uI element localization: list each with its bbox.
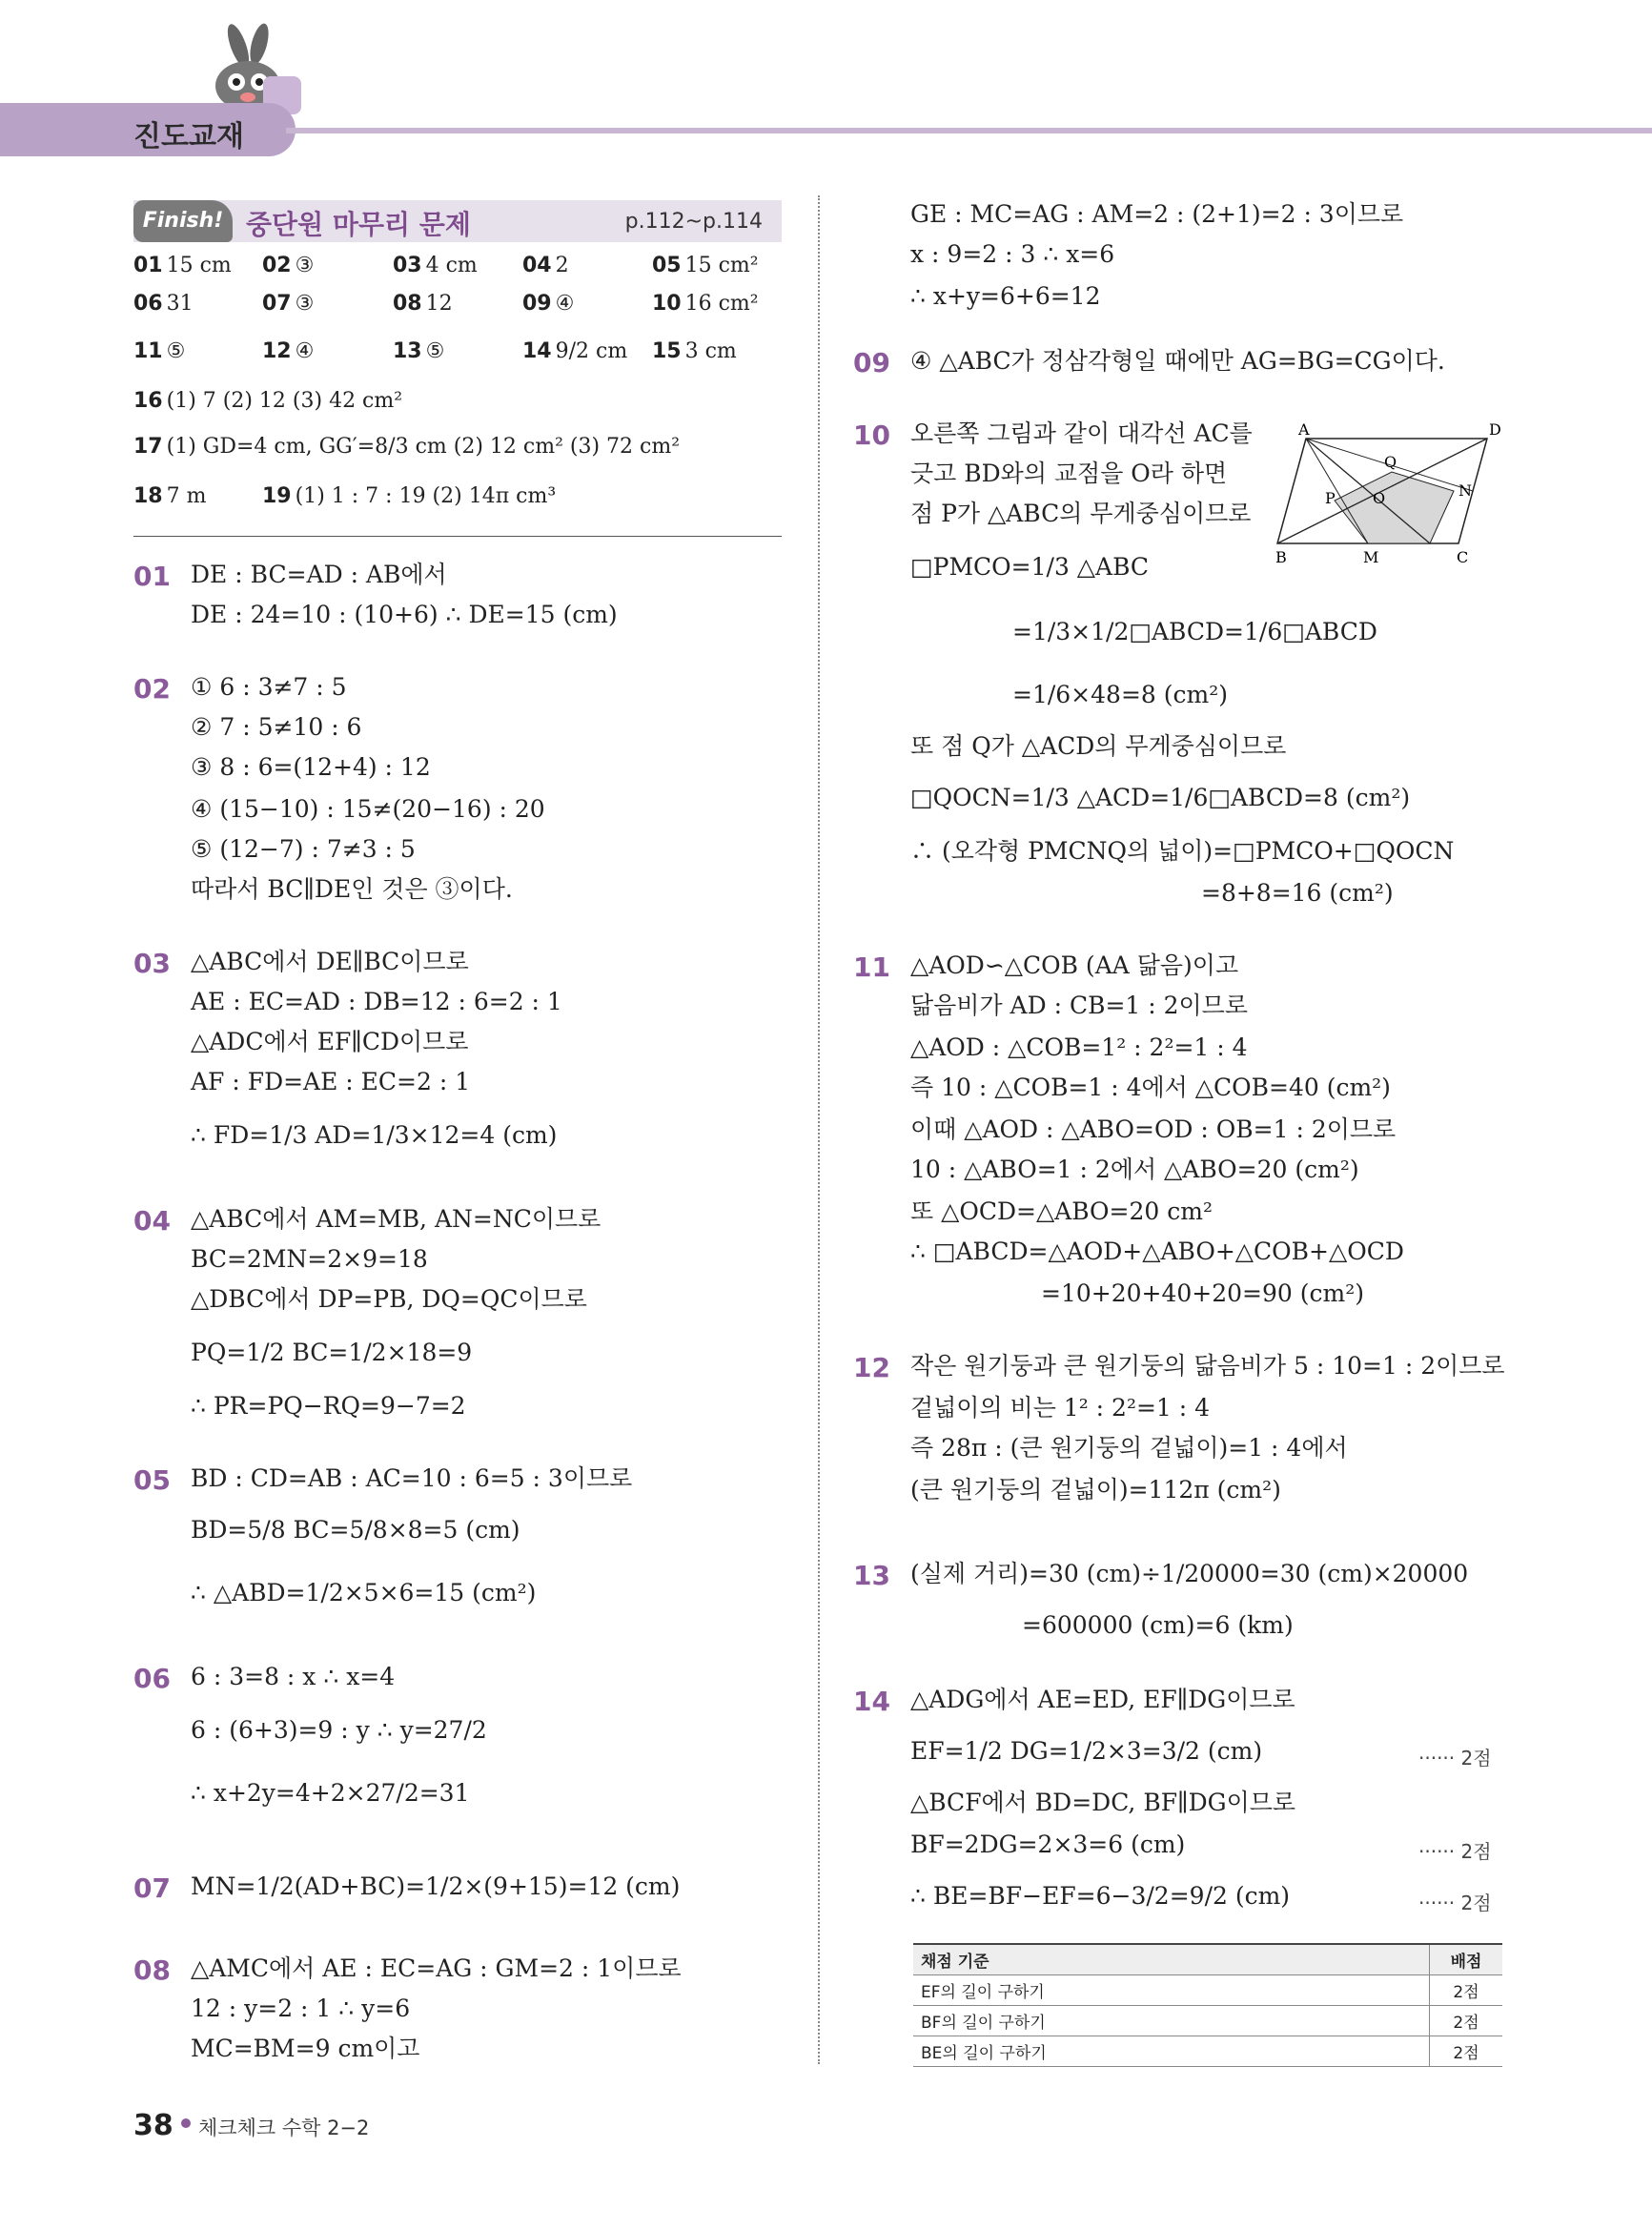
- answer-item: 13 ⑤: [393, 339, 445, 363]
- solution-line: GE : MC=AG : AM=2 : (2+1)=2 : 3이므로: [910, 200, 1404, 228]
- question-number: 09: [853, 347, 890, 378]
- table-cell: 2점: [1430, 2006, 1503, 2036]
- solution-line: 10 : △ABO=1 : 2에서 △ABO=20 (cm²): [910, 1156, 1359, 1183]
- figure-label: D: [1489, 420, 1501, 439]
- question-number: 11: [853, 951, 890, 983]
- section-label: 진도교재: [133, 120, 244, 153]
- question-number: 03: [133, 948, 171, 979]
- solution-line: △ADG에서 AE=ED, EF∥DG이므로: [910, 1686, 1295, 1713]
- answer-item: 08 12: [393, 292, 453, 316]
- solution-line: △ABC에서 DE∥BC이므로: [191, 948, 469, 975]
- question-number: 07: [133, 1872, 171, 1904]
- question-number: 05: [133, 1464, 171, 1496]
- table-row: [913, 2036, 1502, 2067]
- question-number: 06: [133, 1663, 171, 1694]
- answer-item: 04 2: [522, 254, 569, 277]
- solution-line: EF=1/2 DG=1/2×3=3/2 (cm): [910, 1737, 1263, 1765]
- solution-line: MN=1/2(AD+BC)=1/2×(9+15)=12 (cm): [191, 1872, 681, 1900]
- solution-line: △AOD∽△COB (AA 닮음)이고: [910, 951, 1239, 979]
- question-number: 13: [853, 1560, 890, 1591]
- table-header-row: [913, 1944, 1502, 1975]
- solution-line: =8+8=16 (cm²): [1201, 879, 1394, 907]
- solution-line: 닮음비가 AD : CB=1 : 2이므로: [910, 992, 1248, 1019]
- question-number: 01: [133, 561, 171, 592]
- figure-label: M: [1363, 548, 1379, 566]
- solution-line: △AMC에서 AE : EC=AG : GM=2 : 1이므로: [191, 1954, 682, 1982]
- solution-line: △DBC에서 DP=PB, DQ=QC이므로: [191, 1285, 587, 1313]
- solution-line: BC=2MN=2×9=18: [191, 1245, 428, 1273]
- solution-line: 6 : (6+3)=9 : y ∴ y=27/2: [191, 1716, 487, 1744]
- solution-line: ∴ x+2y=4+2×27/2=31: [191, 1779, 470, 1807]
- answer-item: 12 ④: [262, 339, 315, 363]
- question-number: 12: [853, 1352, 890, 1383]
- answer-item: 01 15 cm: [133, 254, 232, 277]
- solution-line: △ABC에서 AM=MB, AN=NC이므로: [191, 1205, 602, 1233]
- answer-item: 19 (1) 1 : 7 : 19 (2) 14π cm³: [262, 484, 557, 508]
- column-header: 배점: [1430, 1944, 1503, 1975]
- answer-item: 10 16 cm²: [652, 292, 759, 316]
- solution-line: 또 △OCD=△ABO=20 cm²: [910, 1197, 1213, 1225]
- solution-line: AF : FD=AE : EC=2 : 1: [191, 1068, 471, 1095]
- page-range: p.112~p.114: [624, 210, 763, 234]
- table-cell: 2점: [1430, 2036, 1503, 2067]
- question-number: 04: [133, 1205, 171, 1237]
- figure-label: P: [1325, 489, 1336, 507]
- solution-line: =600000 (cm)=6 (km): [1022, 1611, 1294, 1639]
- figure-label: A: [1298, 420, 1310, 439]
- figure-label: O: [1373, 489, 1386, 507]
- page-number: 38: [133, 2109, 173, 2142]
- answer-item: 05 15 cm²: [652, 254, 759, 277]
- solution-line: BF=2DG=2×3=6 (cm): [910, 1831, 1186, 1858]
- book-title: 체크체크 수학 2−2: [198, 2117, 370, 2139]
- solution-line: 이때 △AOD : △ABO=OD : OB=1 : 2이므로: [910, 1115, 1397, 1143]
- solution-line: AE : EC=AD : DB=12 : 6=2 : 1: [191, 988, 562, 1015]
- solution-line: BD : CD=AB : AC=10 : 6=5 : 3이므로: [191, 1464, 633, 1492]
- solution-line: □PMCO=1/3 △ABC: [910, 553, 1150, 581]
- solution-line: (실제 거리)=30 (cm)÷1/20000=30 (cm)×20000: [910, 1560, 1469, 1587]
- solution-line: △AOD : △COB=1² : 2²=1 : 4: [910, 1033, 1248, 1061]
- answer-item: 02 ③: [262, 254, 315, 277]
- finish-badge: Finish!: [133, 200, 233, 242]
- solution-line: □QOCN=1/3 △ACD=1/6□ABCD=8 (cm²): [910, 784, 1411, 811]
- parallelogram-figure: [1277, 419, 1506, 572]
- solution-line: 작은 원기둥과 큰 원기둥의 닮음비가 5 : 10=1 : 2이므로: [910, 1352, 1505, 1380]
- points-label: ······ 2점: [1418, 1892, 1492, 1914]
- column-header: 채점 기준: [913, 1944, 1430, 1975]
- solution-line: ① 6 : 3≠7 : 5: [191, 673, 347, 701]
- solution-line: ∴ (오각형 PMCNQ의 넓이)=□PMCO+□QOCN: [910, 837, 1455, 865]
- solution-line: =1/6×48=8 (cm²): [1012, 681, 1228, 708]
- finish-title-bar: [133, 200, 782, 242]
- table-cell: 2점: [1430, 1975, 1503, 2006]
- table-row: [913, 1975, 1502, 2006]
- solution-line: 따라서 BC∥DE인 것은 ③이다.: [191, 875, 513, 903]
- header-band: [0, 103, 296, 156]
- solution-line: 점 P가 △ABC의 무게중심이므로: [910, 500, 1252, 527]
- solution-line: ∴ x+y=6+6=12: [910, 282, 1101, 310]
- answer-item: 16 (1) 7 (2) 12 (3) 42 cm²: [133, 389, 403, 413]
- solution-line: MC=BM=9 cm이고: [191, 2035, 420, 2062]
- section-title: 중단원 마무리 문제: [246, 209, 471, 240]
- solution-line: DE : 24=10 : (10+6) ∴ DE=15 (cm): [191, 601, 618, 628]
- solution-line: DE : BC=AD : AB에서: [191, 561, 447, 588]
- solution-line: 긋고 BD와의 교점을 O라 하면: [910, 460, 1228, 487]
- column-divider: [818, 195, 820, 2064]
- question-number: 14: [853, 1686, 890, 1717]
- solution-line: △BCF에서 BD=DC, BF∥DG이므로: [910, 1789, 1296, 1816]
- answer-item: 15 3 cm: [652, 339, 737, 363]
- answer-item: 06 31: [133, 292, 194, 316]
- solution-line: ∴ FD=1/3 AD=1/3×12=4 (cm): [191, 1121, 558, 1149]
- table-row: [913, 2006, 1502, 2036]
- header-rule: [286, 128, 1652, 133]
- figure-label: C: [1457, 548, 1469, 566]
- solution-line: BD=5/8 BC=5/8×8=5 (cm): [191, 1516, 520, 1544]
- solution-line: 즉 10 : △COB=1 : 4에서 △COB=40 (cm²): [910, 1074, 1391, 1101]
- solution-line: ③ 8 : 6=(12+4) : 12: [191, 753, 431, 781]
- solution-line: 6 : 3=8 : x ∴ x=4: [191, 1663, 396, 1690]
- bullet-icon: [181, 2118, 191, 2128]
- solution-line: =10+20+40+20=90 (cm²): [1041, 1279, 1364, 1307]
- section-divider: [133, 536, 782, 537]
- points-label: ······ 2점: [1418, 1747, 1492, 1770]
- solution-line: ⑤ (12−7) : 7≠3 : 5: [191, 835, 416, 863]
- table-cell: BF의 길이 구하기: [913, 2006, 1430, 2036]
- answer-item: 11 ⑤: [133, 339, 186, 363]
- scoring-table: [913, 1943, 1502, 2067]
- answer-item: 18 7 m: [133, 484, 207, 508]
- answer-item: 03 4 cm: [393, 254, 478, 277]
- solution-line: 12 : y=2 : 1 ∴ y=6: [191, 1995, 411, 2022]
- solution-line: ② 7 : 5≠10 : 6: [191, 713, 362, 741]
- question-number: 08: [133, 1954, 171, 1986]
- solution-line: x : 9=2 : 3 ∴ x=6: [910, 240, 1115, 268]
- solution-line: =1/3×1/2□ABCD=1/6□ABCD: [1012, 618, 1377, 645]
- solution-line: ∴ PR=PQ−RQ=9−7=2: [191, 1392, 466, 1420]
- figure-label: B: [1275, 548, 1287, 566]
- solution-line: ∴ △ABD=1/2×5×6=15 (cm²): [191, 1579, 537, 1606]
- solution-line: (큰 원기둥의 겉넓이)=112π (cm²): [910, 1476, 1281, 1504]
- answer-item: 07 ③: [262, 292, 315, 316]
- figure-label: N: [1458, 481, 1472, 500]
- solution-line: 오른쪽 그림과 같이 대각선 AC를: [910, 419, 1253, 447]
- answer-item: 14 9/2 cm: [522, 339, 628, 363]
- solution-line: ④ (15−10) : 15≠(20−16) : 20: [191, 795, 545, 823]
- solution-line: 즉 28π : (큰 원기둥의 겉넓이)=1 : 4에서: [910, 1434, 1348, 1462]
- figure-label: Q: [1384, 453, 1397, 471]
- table-cell: BE의 길이 구하기: [913, 2036, 1430, 2067]
- answer-item: 09 ④: [522, 292, 575, 316]
- answer-item: 17 (1) GD=4 cm, GG′=8/3 cm (2) 12 cm² (3) 72 cm²: [133, 435, 681, 459]
- solution-line: ∴ □ABCD=△AOD+△ABO+△COB+△OCD: [910, 1238, 1404, 1265]
- solution-line: 또 점 Q가 △ACD의 무게중심이므로: [910, 732, 1287, 760]
- solution-line: PQ=1/2 BC=1/2×18=9: [191, 1339, 473, 1366]
- solution-line: ④ △ABC가 정삼각형일 때에만 AG=BG=CG이다.: [910, 347, 1445, 375]
- question-number: 02: [133, 673, 171, 705]
- solution-line: ∴ BE=BF−EF=6−3/2=9/2 (cm): [910, 1882, 1291, 1910]
- points-label: ······ 2점: [1418, 1840, 1492, 1863]
- solution-line: 겉넓이의 비는 1² : 2²=1 : 4: [910, 1394, 1211, 1422]
- table-cell: EF의 길이 구하기: [913, 1975, 1430, 2006]
- solution-line: △ADC에서 EF∥CD이므로: [191, 1028, 469, 1055]
- question-number: 10: [853, 419, 890, 451]
